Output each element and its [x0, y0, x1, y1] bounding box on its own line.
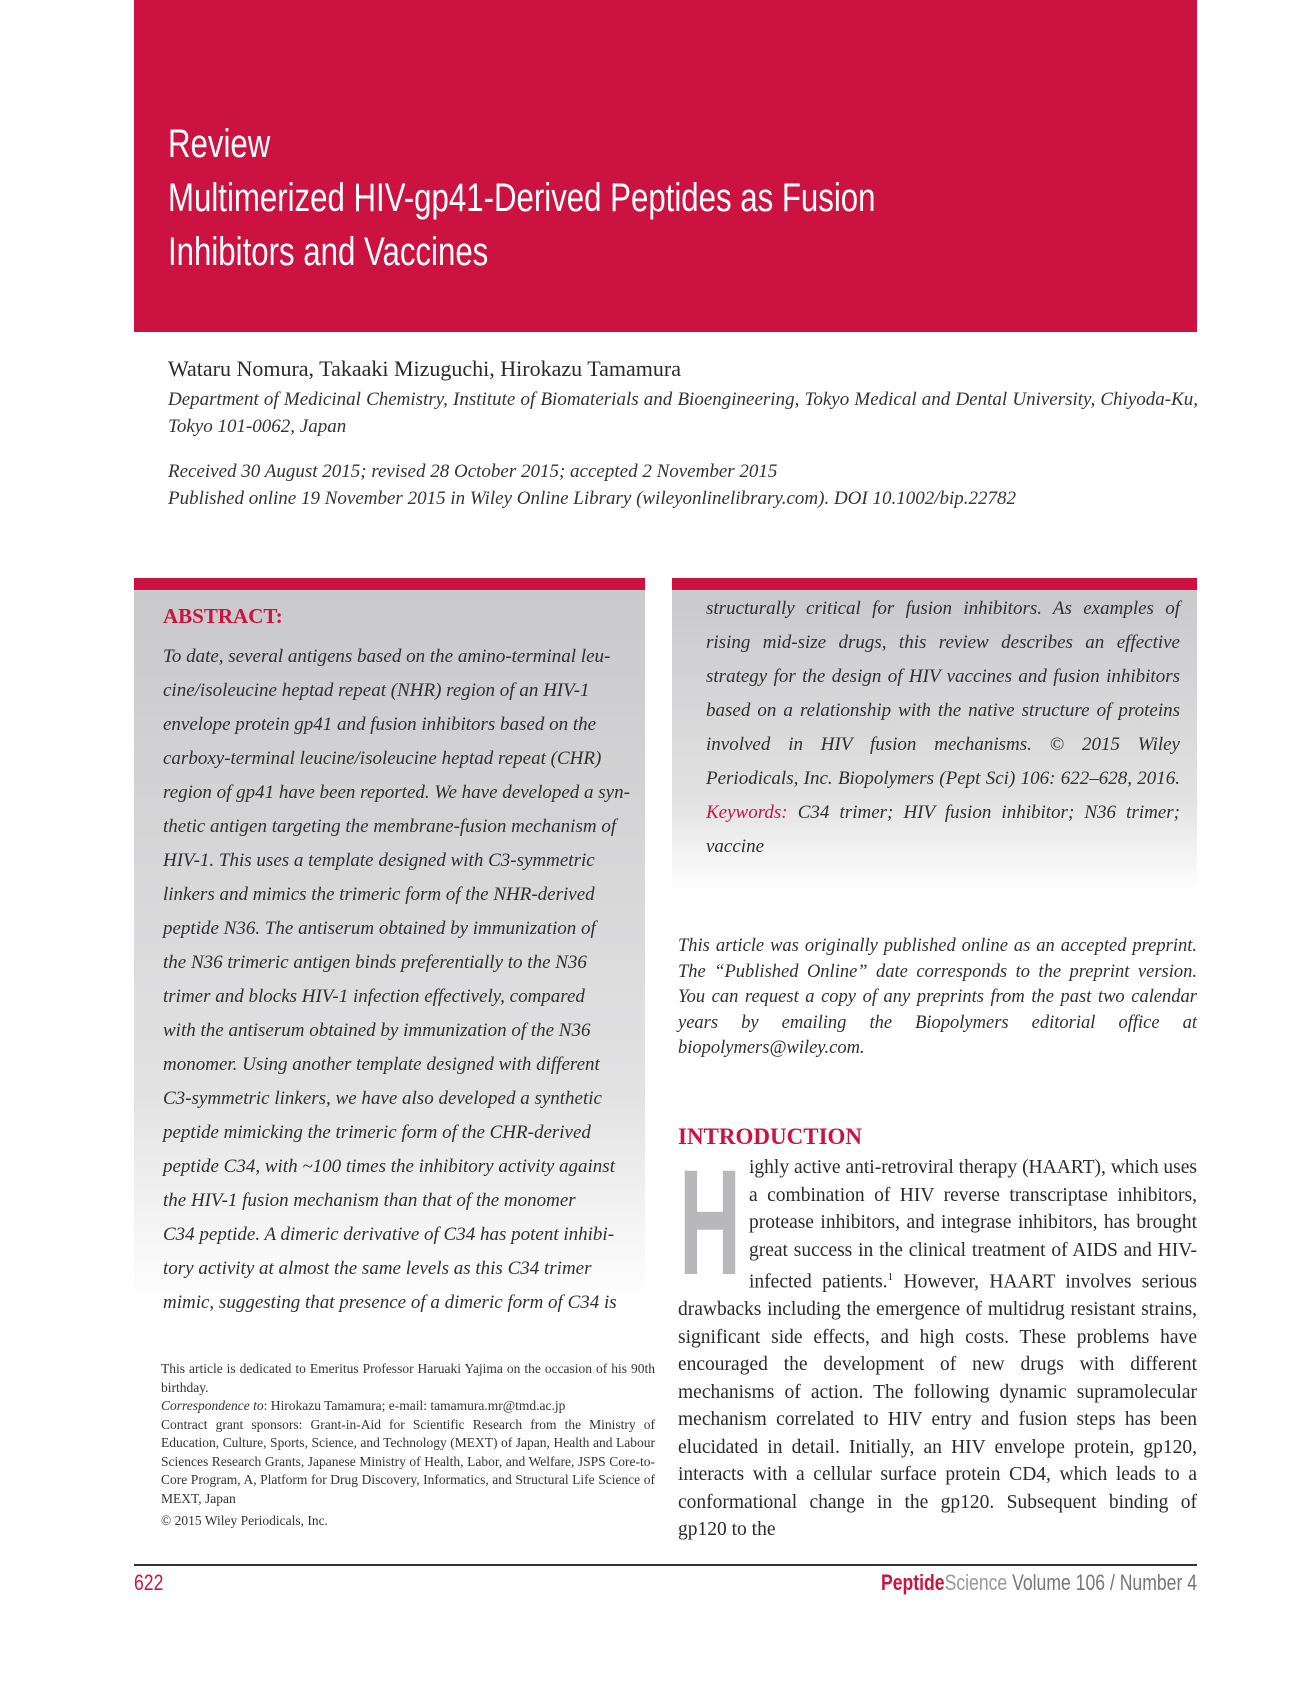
- introduction-text: ighly active anti-retroviral therapy (HAART), which uses a combination of HIV reverse transcriptase inhibitors, protease inhibitors, and integrase inhibitors, has brought great success in the clinical treatment of AIDS and HIV-infected patients.$^1$ However, HAART involves serious drawbacks including the emergence of multidrug resistant strains, significant side effects, and high costs. These problems have encouraged the development of new drugs with different mechanisms of action. The following dynamic supramolecular mechanism correlated to HIV entry and fusion steps has been elucidated in detail. Initially, an HIV envelope protein, gp120, interacts with a cellular surface protein CD4, which leads to a conformational change in the gp120. Subsequent binding of gp120 to the: [678, 1157, 1197, 1540]
- footer-rule: [134, 1564, 1197, 1566]
- title-banner: [134, 0, 1197, 332]
- reference-marker: 1: [887, 1271, 894, 1283]
- abstract-line: the N36 trimeric antigen binds preferentially to the N36: [163, 952, 587, 973]
- abstract-line: with the antiserum obtained by immunization of the N36: [163, 1020, 591, 1041]
- abstract-line: envelope protein gp41 and fusion inhibitors based on the: [163, 714, 597, 735]
- introduction-heading: INTRODUCTION: [678, 1124, 863, 1149]
- abstract-bar: [672, 578, 1197, 590]
- journal-info: PeptideScience Volume 106 / Number 4: [881, 1570, 1197, 1595]
- svg-text:H: H: [679, 1138, 741, 1306]
- received-date: Received 30 August 2015; revised 28 October 2015; accepted 2 November 2015: [168, 461, 778, 482]
- abstract-line: mimic, suggesting that presence of a dimeric form of C34 is: [163, 1292, 617, 1313]
- abstract-line: the HIV-1 fusion mechanism than that of the monomer: [163, 1190, 576, 1211]
- article-type: Review: [168, 122, 271, 166]
- copyright: © 2015 Wiley Periodicals, Inc.: [161, 1513, 328, 1528]
- title-line-1: Multimerized HIV-gp41-Derived Peptides as Fusion: [168, 176, 876, 220]
- abstract-line: monomer. Using another template designed with different: [163, 1054, 600, 1075]
- abstract-line: C34 peptide. A dimeric derivative of C34 has potent inhibi-: [163, 1224, 615, 1245]
- abstract-line: peptide mimicking the trimeric form of the CHR-derived: [163, 1122, 591, 1143]
- article-dates: [168, 458, 1016, 512]
- abstract-line: cine/isoleucine heptad repeat (NHR) region of an HIV-1: [163, 680, 590, 701]
- abstract-line: region of gp41 have been reported. We have developed a syn-: [163, 782, 630, 803]
- abstract-line: HIV-1. This uses a template designed with C3-symmetric: [163, 850, 595, 871]
- abstract-continued-text: structurally critical for fusion inhibitors. As examples of rising mid-size drugs, this review describes an effective strategy for the design of HIV vaccines and fusion inhibitors based on a relationship with the native structure of proteins involved in HIV fusion mechanisms. © 2015 Wiley Periodicals, Inc. Biopolymers (Pept Sci) 106: 622–628, 2016.: [706, 598, 1180, 789]
- abstract-line: To date, several antigens based on the amino-terminal leu-: [163, 646, 611, 667]
- abstract-line: peptide N36. The antiserum obtained by immunization of: [163, 918, 596, 939]
- abstract-line: carboxy-terminal leucine/isoleucine heptad repeat (CHR): [163, 748, 602, 769]
- correspondence: Correspondence to: Hirokazu Tamamura; e-mail: tamamura.mr@tmd.ac.jp: [161, 1398, 566, 1413]
- affiliation: Department of Medicinal Chemistry, Institute of Biomaterials and Bioengineering, Tokyo Medical and Dental University, Chiyoda-Ku, Tokyo 101-0062, Japan: [168, 389, 1198, 437]
- preprint-note: This article was originally published online as an accepted preprint. The “Published Online” date corresponds to the preprint version. You can request a copy of any preprints from the past two calendar years by emailing the Biopolymers editorial office at biopolymers@wiley.com.: [678, 936, 1197, 1058]
- abstract-bar: [134, 578, 645, 590]
- abstract-line: trimer and blocks HIV-1 infection effectively, compared: [163, 986, 585, 1007]
- abstract-line: tory activity at almost the same levels as this C34 trimer: [163, 1258, 592, 1279]
- abstract-line: peptide C34, with ~100 times the inhibitory activity against: [163, 1156, 615, 1177]
- published-online: Published online 19 November 2015 in Wiley Online Library (wileyonlinelibrary.com). DOI 10.1002/bip.22782: [168, 488, 1017, 509]
- authors: Wataru Nomura, Takaaki Mizuguchi, Hirokazu Tamamura: [168, 356, 681, 381]
- footnotes: [161, 1360, 655, 1531]
- abstract-continued: [706, 592, 1180, 864]
- title-line-2: Inhibitors and Vaccines: [168, 230, 489, 274]
- abstract-line: C3-symmetric linkers, we have also developed a synthetic: [163, 1088, 602, 1109]
- dedication: This article is dedicated to Emeritus Professor Haruaki Yajima on the occasion of his 90th birthday.: [161, 1361, 655, 1395]
- abstract-line: linkers and mimics the trimeric form of the NHR-derived: [163, 884, 595, 905]
- abstract-line: thetic antigen targeting the membrane-fusion mechanism of: [163, 816, 617, 837]
- abstract-text: [163, 640, 643, 1320]
- keywords: C34 trimer; HIV fusion inhibitor; N36 trimer; vaccine: [706, 802, 1180, 857]
- grant-sponsors: Contract grant sponsors: Grant-in-Aid for Scientific Research from the Ministry of Education, Culture, Sports, Science, and Technology (MEXT) of Japan, Health and Labour Sciences Research Grants, Japanese Ministry of Health, Labor, and Welfare, JSPS Core-to-Core Program, A, Platform for Drug Discovery, Informatics, and Structural Life Science of MEXT, Japan: [161, 1416, 655, 1506]
- keywords-label: Keywords:: [706, 802, 788, 823]
- page-number: 622: [134, 1570, 164, 1595]
- abstract-heading: ABSTRACT:: [163, 604, 283, 628]
